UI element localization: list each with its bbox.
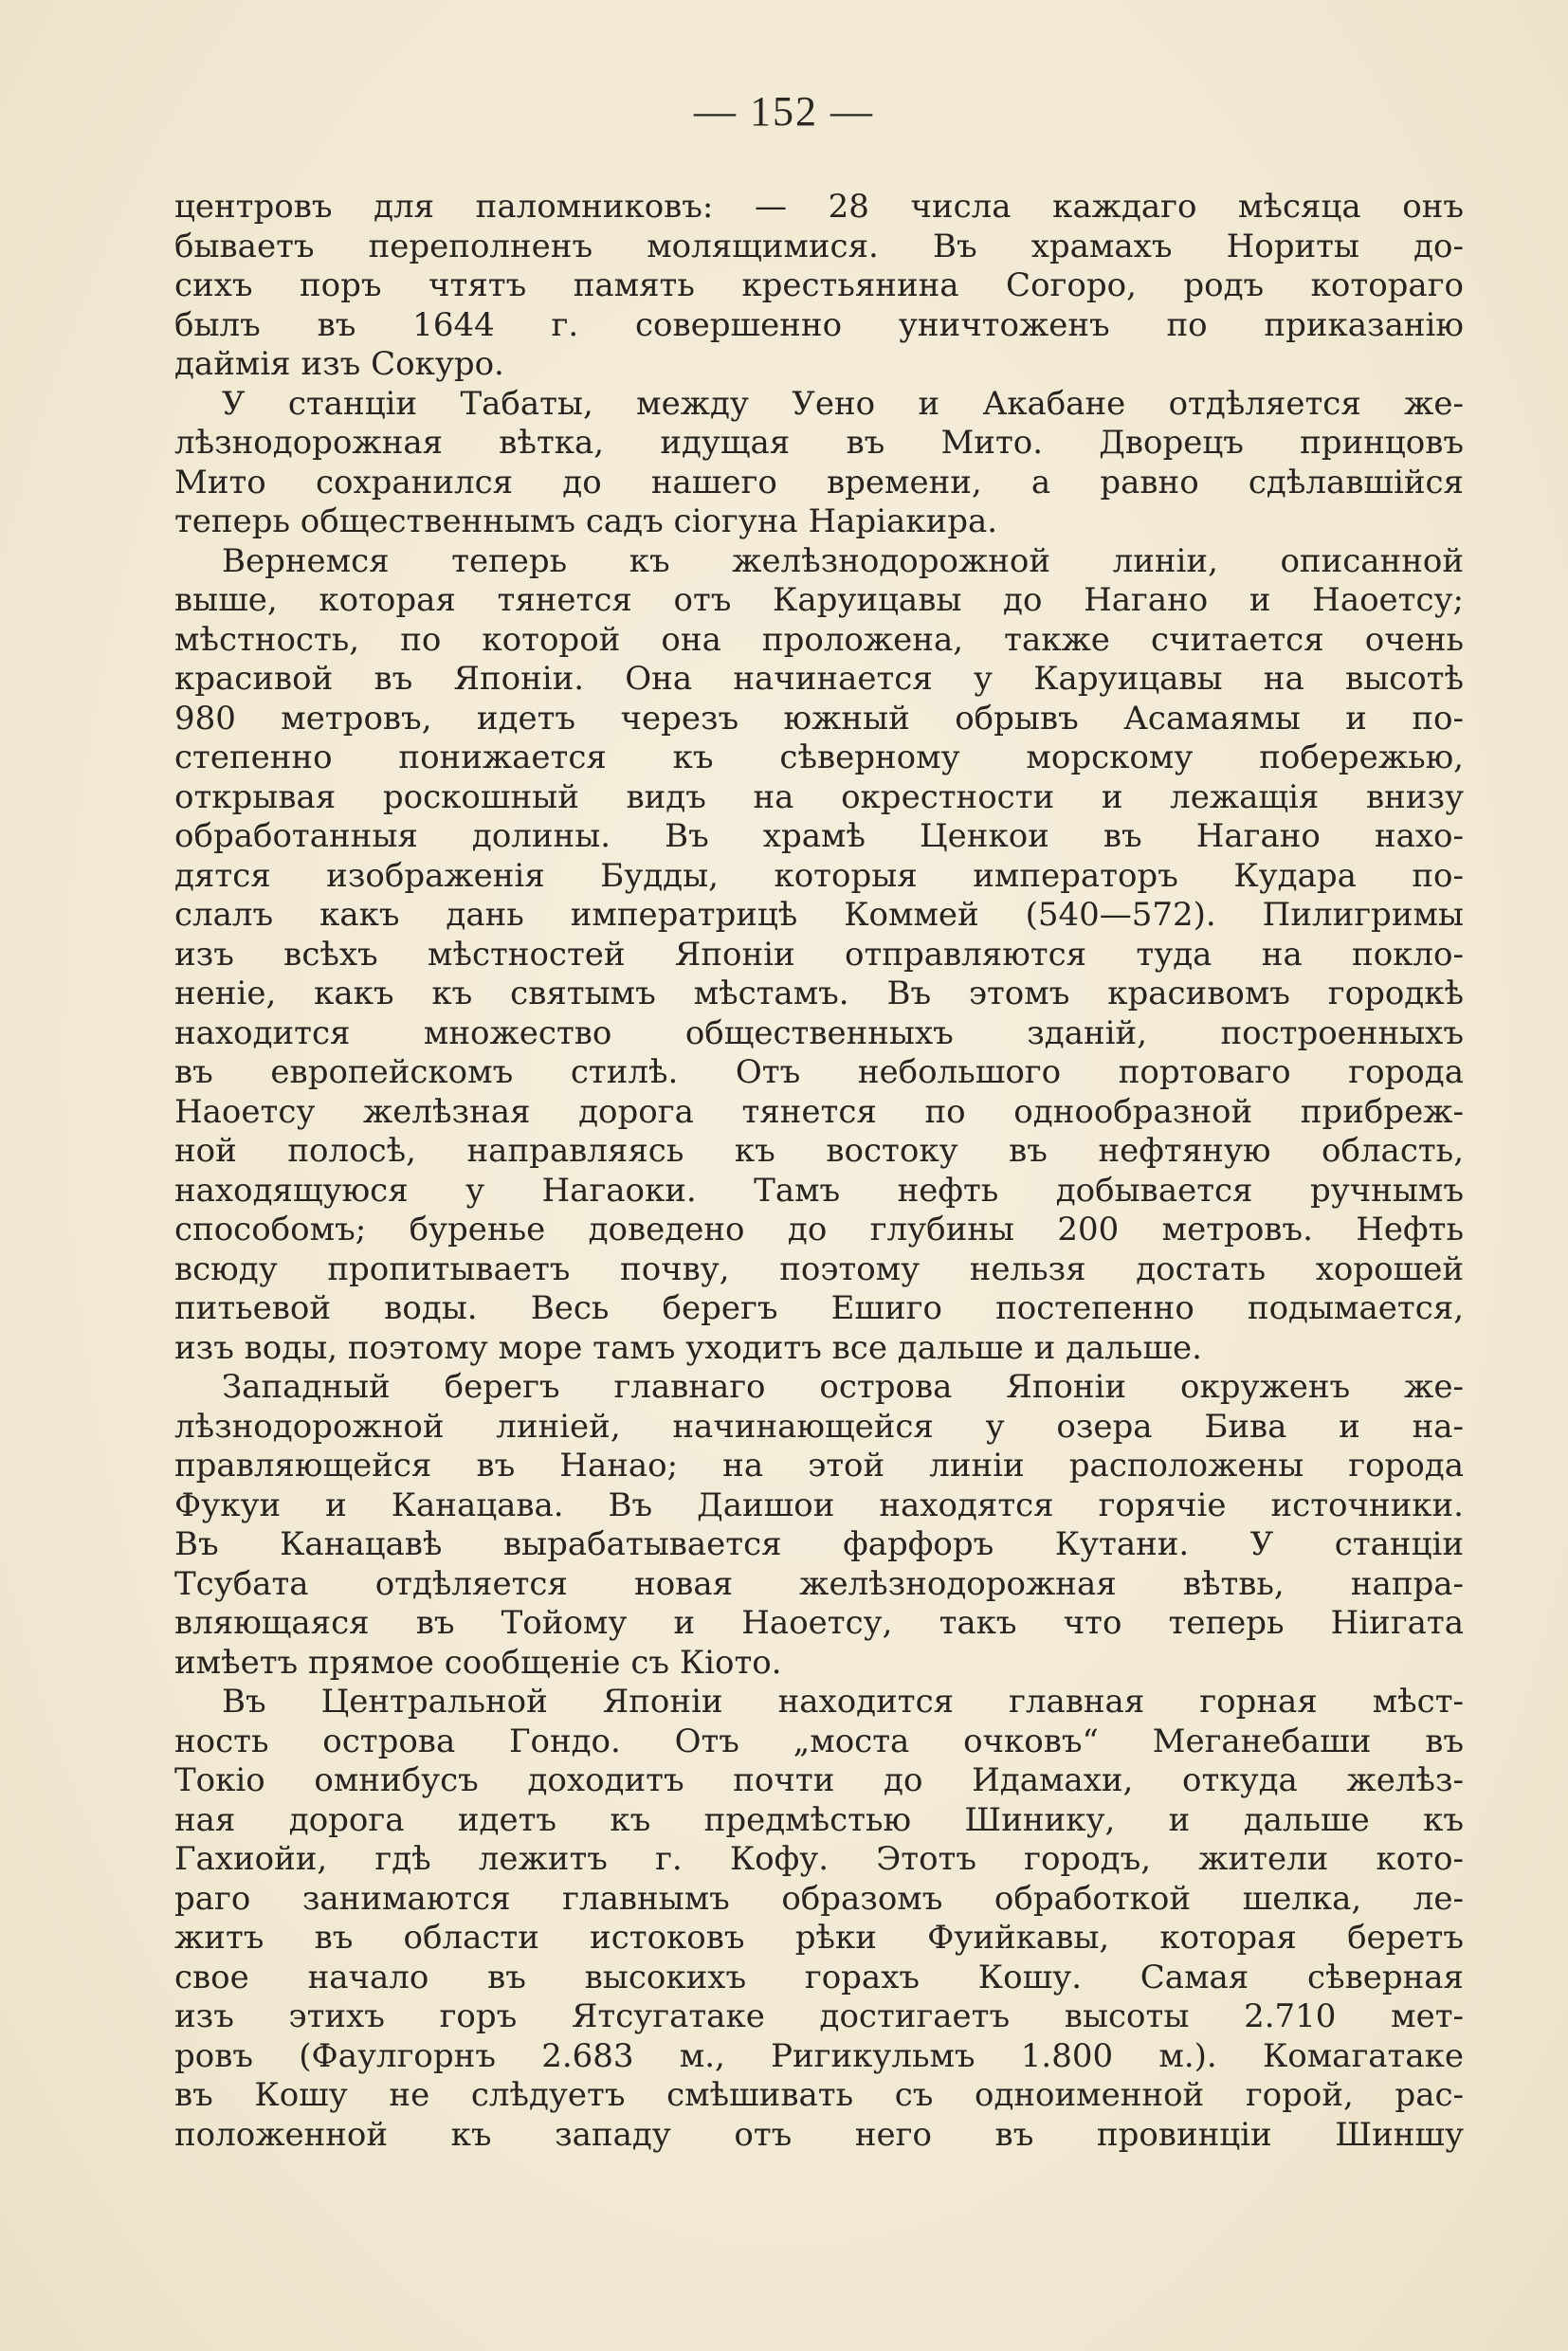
text-line: Наоетсу желѣзная дорога тянется по однообразной прибреж-: [174, 1092, 1464, 1131]
text-line: Фукуи и Канацава. Въ Даишои находятся горячіе источники.: [174, 1485, 1464, 1524]
text-line: въ европейскомъ стилѣ. Отъ небольшого портоваго города: [174, 1053, 1464, 1091]
text-line: Мито сохранился до нашего времени, а равно сдѣлавшійся: [174, 463, 1464, 501]
text-line: изъ этихъ горъ Ятсугатаке достигаетъ высоты 2.710 мет-: [174, 1997, 1464, 2035]
text-line: Вернемся теперь къ желѣзнодорожной линіи, описанной: [222, 541, 1464, 580]
text-line: дятся изображенія Будды, которыя императоръ Кудара по-: [174, 856, 1464, 895]
text-line: ность острова Гондо. Отъ „моста очковъ“ Меганебаши въ: [174, 1722, 1464, 1760]
text-line: теперь общественнымъ садъ сіогуна Наріакира.: [174, 502, 998, 540]
text-line: въ Кошу не слѣдуетъ смѣшивать съ одноименной горой, рас-: [174, 2076, 1464, 2114]
text-line: Въ Центральной Японіи находится главная горная мѣст-: [222, 1683, 1464, 1721]
text-line: положенной къ западу отъ него въ провинціи Шиншу: [174, 2115, 1464, 2154]
text-line: ной полосѣ, направляясь къ востоку въ нефтяную область,: [174, 1132, 1464, 1170]
text-line: Западный берегъ главнаго острова Японіи окруженъ же-: [222, 1368, 1464, 1406]
text-line: У станціи Табаты, между Уено и Акабане отдѣляется же-: [222, 384, 1464, 423]
text-line: бываетъ переполненъ молящимися. Въ храмахъ Нориты до-: [174, 227, 1464, 265]
text-line: обработанныя долины. Въ храмѣ Ценкои въ Нагано нахо-: [174, 817, 1464, 855]
text-line: всюду пропитываетъ почву, поэтому нельзя достать хорошей: [174, 1249, 1464, 1288]
text-line: изъ всѣхъ мѣстностей Японіи отправляются туда на покло-: [174, 935, 1464, 974]
text-line: центровъ для паломниковъ: — 28 числа каждаго мѣсяца онъ: [174, 188, 1464, 226]
text-line: сихъ поръ чтятъ память крестьянина Согоро, родъ котораго: [174, 266, 1464, 304]
page-number: — 152 —: [694, 88, 874, 135]
text-line: свое начало въ высокихъ горахъ Кошу. Самая сѣверная: [174, 1958, 1464, 1996]
text-line: лѣзнодорожная вѣтка, идущая въ Мито. Дворецъ принцовъ: [174, 424, 1464, 462]
text-line: даймія изъ Сокуро.: [174, 345, 504, 383]
text-line: слалъ какъ дань императрицѣ Коммей (540—572). Пилигримы: [174, 896, 1464, 934]
text-line: ровъ (Фаулгорнъ 2.683 м., Ригикульмъ 1.800 м.). Комагатаке: [174, 2036, 1464, 2075]
text-line: Въ Канацавѣ вырабатывается фарфоръ Кутани. У станціи: [174, 1525, 1464, 1563]
text-line: находящуюся у Нагаоки. Тамъ нефть добывается ручнымъ: [174, 1171, 1464, 1210]
paragraph: [174, 542, 1464, 1369]
body-text: [174, 188, 1464, 2155]
text-line: изъ воды, поэтому море тамъ уходитъ все дальше и дальше.: [174, 1328, 1202, 1367]
text-line: красивой въ Японіи. Она начинается у Каруицавы на высотѣ: [174, 660, 1464, 698]
text-line: питьевой воды. Весь берегъ Ешиго постепенно подымается,: [174, 1289, 1464, 1327]
text-line: Тсубата отдѣляется новая желѣзнодорожная вѣтвь, напра-: [174, 1564, 1464, 1603]
text-line: открывая роскошный видъ на окрестности и лежащія внизу: [174, 777, 1464, 816]
text-line: Токіо омнибусъ доходитъ почти до Идамахи, откуда желѣз-: [174, 1761, 1464, 1799]
text-line: 980 метровъ, идетъ черезъ южный обрывъ Асамаямы и по-: [174, 699, 1464, 738]
text-line: ная дорога идетъ къ предмѣстью Шинику, и дальше къ: [174, 1800, 1464, 1839]
text-line: имѣетъ прямое сообщеніе съ Кіото.: [174, 1643, 782, 1682]
text-line: вляющаяся въ Тойому и Наоетсу, такъ что теперь Ніигата: [174, 1604, 1464, 1642]
text-line: неніе, какъ къ святымъ мѣстамъ. Въ этомъ красивомъ городкѣ: [174, 975, 1464, 1012]
paragraph: [174, 188, 1464, 385]
text-line: правляющейся въ Нанао; на этой линіи расположены города: [174, 1447, 1464, 1485]
text-line: мѣстность, по которой она проложена, также считается очень: [174, 620, 1464, 659]
paragraph: [174, 1368, 1464, 1683]
text-line: раго занимаются главнымъ образомъ обработкой шелка, ле-: [174, 1879, 1464, 1918]
paragraph: [174, 385, 1464, 542]
text-line: способомъ; буренье доведено до глубины 200 метровъ. Нефть: [174, 1211, 1464, 1248]
text-line: находится множество общественныхъ зданій, построенныхъ: [174, 1013, 1464, 1052]
text-line: житъ въ области истоковъ рѣки Фуийкавы, которая беретъ: [174, 1919, 1464, 1957]
paragraph: [174, 1683, 1464, 2155]
text-line: выше, которая тянется отъ Каруицавы до Нагано и Наоетсу;: [174, 581, 1464, 619]
text-line: Гахиойи, гдѣ лежитъ г. Кофу. Этотъ городъ, жители кото-: [174, 1840, 1464, 1878]
text-line: былъ въ 1644 г. совершенно уничтоженъ по приказанію: [174, 305, 1464, 344]
text-line: лѣзнодорожной линіей, начинающейся у озера Бива и на-: [174, 1407, 1464, 1446]
text-line: степенно понижается къ сѣверному морскому побережью,: [174, 738, 1464, 776]
